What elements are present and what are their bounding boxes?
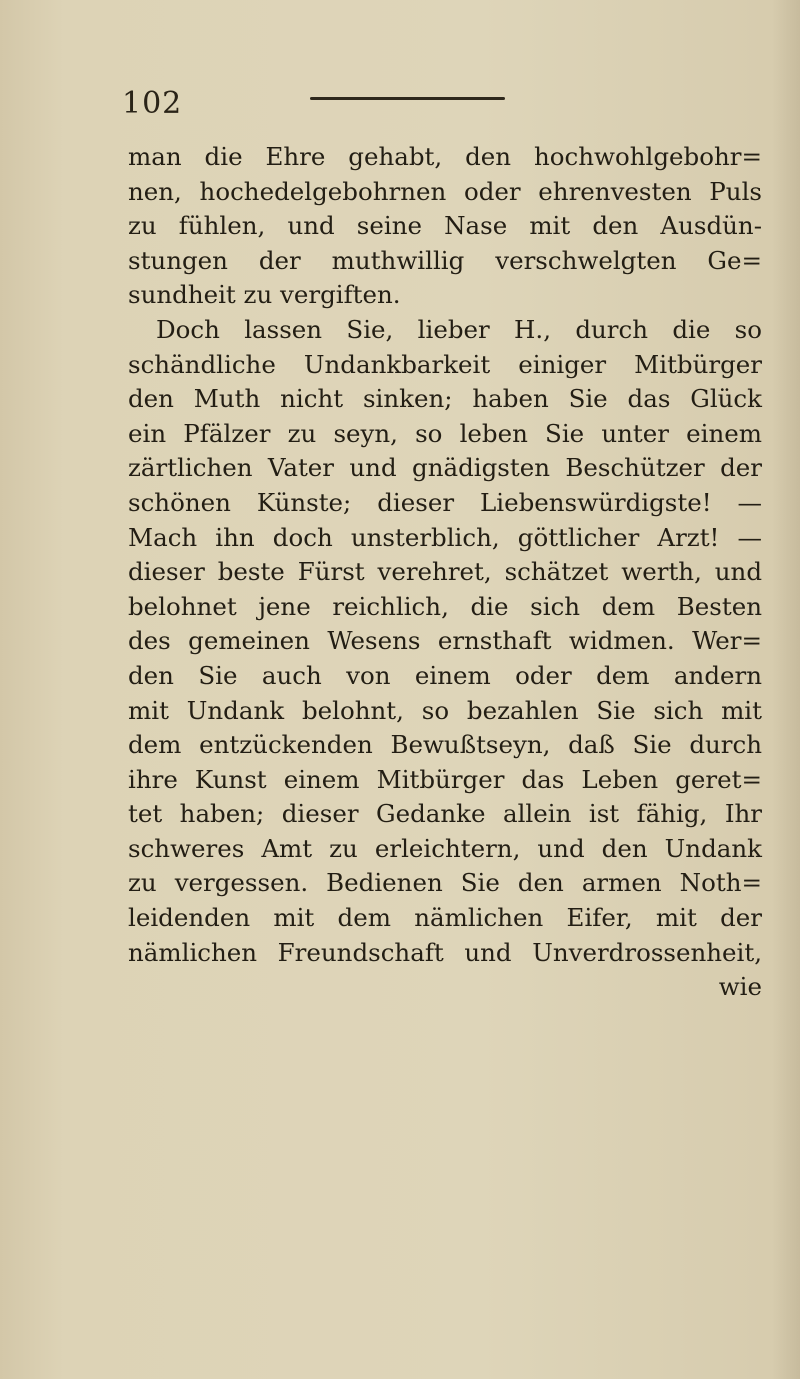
page-edge-shadow [772, 0, 800, 1379]
text-line: nen, hochedelgebohrnen oder ehrenvesten Puls [128, 176, 762, 206]
text-line: zu fühlen, und seine Nase mit den Ausdün- [128, 211, 762, 241]
text-line: dem entzückenden Bewußtseyn, daß Sie durch [128, 730, 762, 760]
text-line: belohnet jene reichlich, die sich dem Besten [128, 591, 762, 621]
text-line: ihre Kunst einem Mitbürger das Leben geret= [128, 764, 762, 794]
text-line: dieser beste Fürst verehret, schätzet werth, und [128, 557, 762, 587]
text-line: des gemeinen Wesens ernsthaft widmen. Wer= [128, 626, 762, 656]
catchword: wie [718, 972, 762, 1002]
header-rule [310, 97, 505, 100]
text-line: man die Ehre gehabt, den hochwohlgebohr= [128, 142, 762, 171]
text-line: Mach ihn doch unsterblich, göttlicher Arzt! — [128, 522, 762, 552]
text-line: mit Undank belohnt, so bezahlen Sie sich mit [128, 695, 762, 725]
text-line: schönen Künste; dieser Liebenswürdigste! — [128, 487, 762, 517]
text-line: stungen der muthwillig verschwelgten Ge= [128, 245, 762, 275]
text-line: ein Pfälzer zu seyn, so leben Sie unter einem [128, 418, 762, 448]
text-line: Doch lassen Sie, lieber H., durch die so [156, 314, 762, 344]
body-text [128, 140, 762, 1005]
text-line: zärtlichen Vater und gnädigsten Beschützer der [128, 453, 762, 483]
text-line: den Sie auch von einem oder dem andern [128, 660, 762, 690]
text-line: tet haben; dieser Gedanke allein ist fähig, Ihr [128, 799, 762, 829]
text-line: schweres Amt zu erleichtern, und den Undank [128, 833, 762, 863]
text-line: sundheit zu vergiften. [128, 280, 401, 310]
page-number: 102 [122, 86, 183, 121]
text-line: leidenden mit dem nämlichen Eifer, mit der [128, 903, 762, 933]
text-line: den Muth nicht sinken; haben Sie das Glück [128, 384, 762, 414]
text-line: zu vergessen. Bedienen Sie den armen Noth= [128, 868, 762, 898]
text-line: nämlichen Freundschaft und Unverdrossenheit, [128, 937, 762, 967]
text-line: schändliche Undankbarkeit einiger Mitbürger [128, 349, 762, 379]
